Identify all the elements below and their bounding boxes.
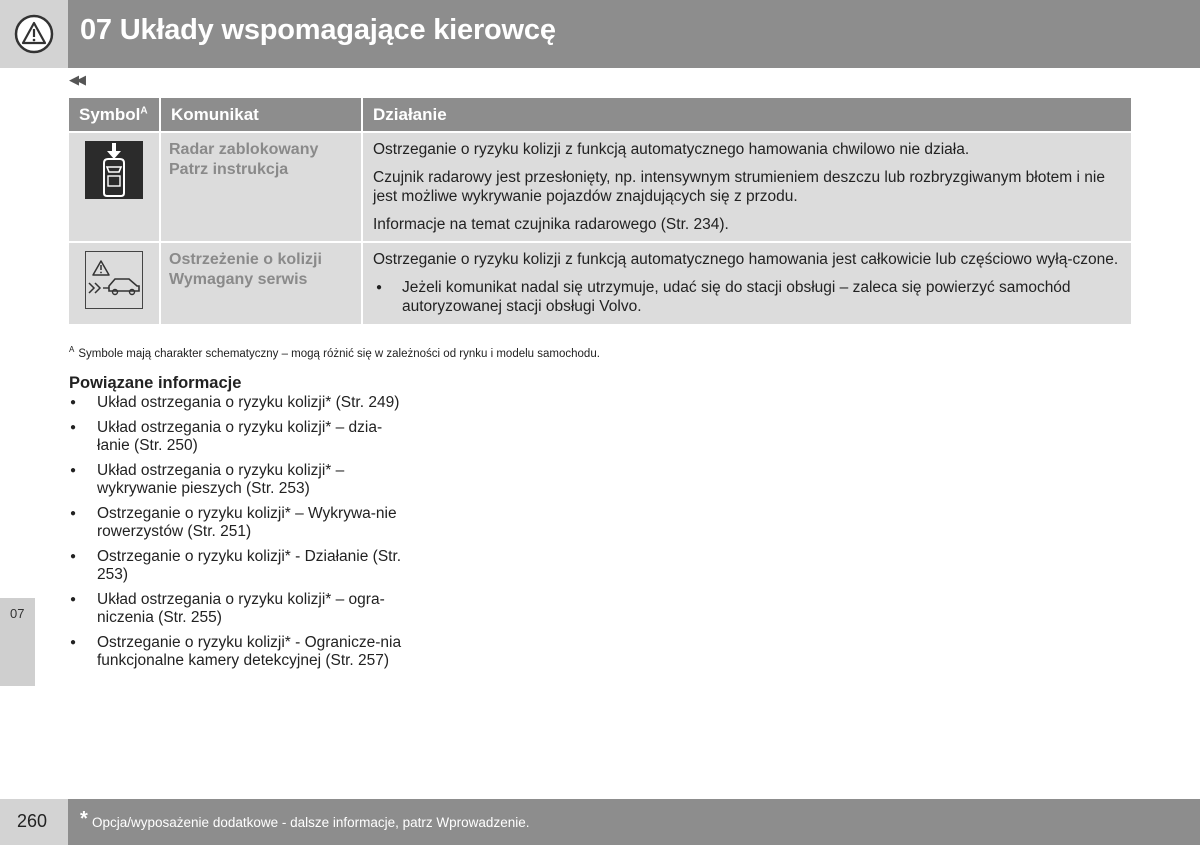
message-line: Ostrzeżenie o kolizji [169, 251, 322, 268]
action-cell [363, 131, 1131, 241]
action-paragraph: Czujnik radarowy jest przesłonięty, np. intensywnym strumieniem deszczu lub rozbryzgiwanym błotem i nie jest możliwe wykrywanie pojazdów znajdujących się z przodu. [373, 168, 1105, 205]
related-link[interactable]: ● Ostrzeganie o ryzyku kolizji* - Ogranicze-nia funkcjonalne kamery detekcyjnej (Str. 257) [69, 634, 409, 671]
table-row [69, 131, 1131, 241]
message-cell [161, 241, 363, 324]
related-info-heading: Powiązane informacje [69, 374, 242, 392]
table-footnote [69, 345, 600, 360]
related-info-list [69, 394, 409, 677]
symbol-cell [69, 131, 161, 241]
action-paragraph: Ostrzeganie o ryzyku kolizji z funkcją automatycznego hamowania chwilowo nie działa. [373, 141, 970, 158]
column-header-symbol: Symbol$^A$ [69, 98, 161, 131]
column-header-action: Działanie [363, 98, 1131, 131]
symbol-cell [69, 241, 161, 324]
action-bullet: ● Jeżeli komunikat nadal się utrzymuje, udać się do stacji obsługi – zaleca się powierzyć samochód autoryzowanej stacji obsługi Volvo. [373, 278, 1121, 317]
radar-blocked-icon [85, 141, 143, 199]
action-cell [363, 241, 1131, 324]
related-link[interactable]: ● Układ ostrzegania o ryzyku kolizji* – ogra-niczenia (Str. 255) [69, 591, 409, 628]
footer-star: * [80, 808, 88, 830]
related-link[interactable]: ● Ostrzeganie o ryzyku kolizji* – Wykrywa-nie rowerzystów (Str. 251) [69, 505, 409, 542]
column-header-message: Komunikat [161, 98, 363, 131]
message-cell [161, 131, 363, 241]
chapter-tab [0, 598, 35, 686]
footer-bar [68, 799, 1200, 845]
related-link[interactable]: ● Układ ostrzegania o ryzyku kolizji* (Str. 249) [69, 394, 409, 413]
page-title: 07 Układy wspomagające kierowcę [80, 14, 556, 46]
footer-note: Opcja/wyposażenie dodatkowe - dalsze informacje, patrz Wprowadzenie. [92, 815, 530, 830]
message-line: Radar zablokowany [169, 141, 319, 158]
action-paragraph: Ostrzeganie o ryzyku kolizji z funkcją automatycznego hamowania jest całkowicie lub częściowo wyłą-czone. [373, 251, 1119, 268]
table-header-row [69, 98, 1131, 131]
collision-warning-service-icon [85, 251, 143, 309]
warning-triangle-icon [14, 14, 54, 54]
message-line: Patrz instrukcja [169, 161, 289, 178]
related-link[interactable]: ● Układ ostrzegania o ryzyku kolizji* – dzia-łanie (Str. 250) [69, 419, 409, 456]
message-table [69, 98, 1131, 324]
related-link[interactable]: ● Układ ostrzegania o ryzyku kolizji* – wykrywanie pieszych (Str. 253) [69, 462, 409, 499]
header-icon-panel [0, 0, 68, 68]
chapter-tab-label: 07 [10, 606, 25, 621]
footnote-text: Symbole mają charakter schematyczny – mogą różnić się w zależności od rynku i modelu samochodu. [78, 347, 600, 360]
action-paragraph: Informacje na temat czujnika radarowego (Str. 234). [373, 215, 729, 233]
page-number: 260 [17, 811, 48, 831]
related-link[interactable]: ● Ostrzeganie o ryzyku kolizji* - Działanie (Str. 253) [69, 548, 409, 585]
footer-page-panel [0, 799, 68, 845]
table-row [69, 241, 1131, 324]
header-bar [68, 0, 1200, 68]
footnote-mark: A [69, 345, 75, 354]
message-line: Wymagany serwis [169, 271, 308, 288]
double-chevron-left-icon[interactable]: ◀◀ [69, 72, 83, 87]
